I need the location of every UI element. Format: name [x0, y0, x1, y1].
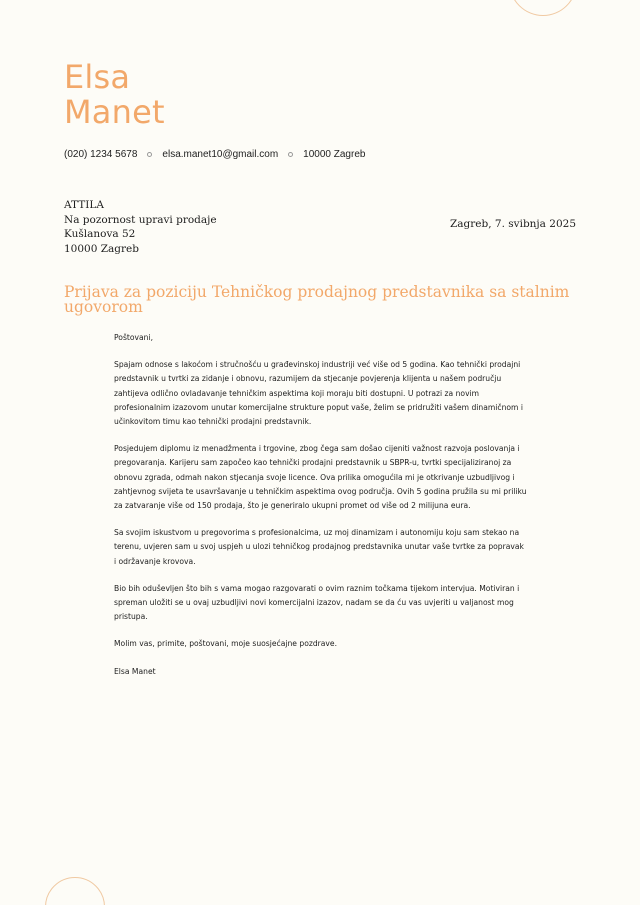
letter-subject: Prijava za poziciju Tehničkog prodajnog predstavnika sa stalnim ugovorom — [64, 283, 570, 316]
recipient-attention: Na pozornost upravi prodaje — [64, 213, 217, 226]
paragraph-3: Sa svojim iskustvom u pregovorima s profesionalcima, uz moj dinamizam i autonomiju koju sam stekao na terenu, uvjeren sam u svoj uspjeh u ulozi tehničkog prodajnog predstavnika unutar vaše tvrtke za popravak i održavanje krovova. — [114, 528, 524, 566]
closing: Molim vas, primite, poštovani, moje suosjećajne pozdrave. — [114, 639, 337, 649]
phone-number: (020) 1234 5678 — [64, 149, 138, 160]
recipient-address — [64, 198, 217, 256]
email-address: elsa.manet10@gmail.com — [162, 149, 279, 160]
recipient-company: ATTILA — [64, 199, 104, 211]
recipient-street: Kušlanova 52 — [64, 228, 136, 241]
paragraph-2: Posjedujem diplomu iz menadžmenta i trgovine, zbog čega sam došao cijeniti važnost razvoja poslovanja i pregovaranja. Karijeru sam započeo kao tehnički prodajni predstavnik u SBPR-u, tvrtki specijaliziranoj za obnovu zgrada, odmah nakon stjecanja svoje licence. Ova prilika omogućila mi je otkrivanje uzbudljivog i zahtjevnog svijeta te usavršavanje u tehničkim aspektima ovog područja. Ovih 5 godina pružila su mi priliku za zatvaranje više od 150 prodaja, što je generiralo ukupni promet od više od 2 milijuna eura. — [114, 444, 527, 511]
letter-body — [114, 331, 528, 692]
letter-date: Zagreb, 7. svibnja 2025 — [450, 218, 576, 230]
signature: Elsa Manet — [114, 666, 156, 676]
separator-dot-icon — [147, 152, 152, 157]
first-name: Elsa — [64, 58, 131, 96]
city: 10000 Zagreb — [303, 149, 366, 160]
separator-dot-icon — [288, 152, 293, 157]
contact-info — [64, 149, 365, 160]
applicant-name — [64, 60, 165, 130]
decorative-circle-top — [509, 0, 577, 16]
greeting: Poštovani, — [114, 333, 154, 342]
paragraph-4: Bio bih oduševljen što bih s vama mogao razgovarati o ovim raznim točkama tijekom intervjua. Motiviran i spreman uložiti se u ovaj uzbudljivi novi komercijalni izazov, nadam se da ću vas uvjeriti u valjanost mog pristupa. — [114, 583, 520, 622]
recipient-city: 10000 Zagreb — [64, 242, 139, 255]
paragraph-1: Spajam odnose s lakoćom i stručnošću u građevinskoj industriji već više od 5 godina. Kao tehnički prodajni predstavnik u tvrtki za zidanje i obnovu, razumijem da stjecanje povjerenja klijenta u našem području zahtijeva odlično ovladavanje tehničkim aspektima koji moraju biti dostupni. U potrazi za novim profesionalnim izazovom unutar komercijalne strukture poput vaše, želim se pridružiti vašem dinamičnom i učinkovitom timu kao tehnički prodajni predstavnik. — [114, 360, 523, 427]
last-name: Manet — [64, 93, 165, 131]
decorative-circle-bottom — [45, 877, 105, 905]
